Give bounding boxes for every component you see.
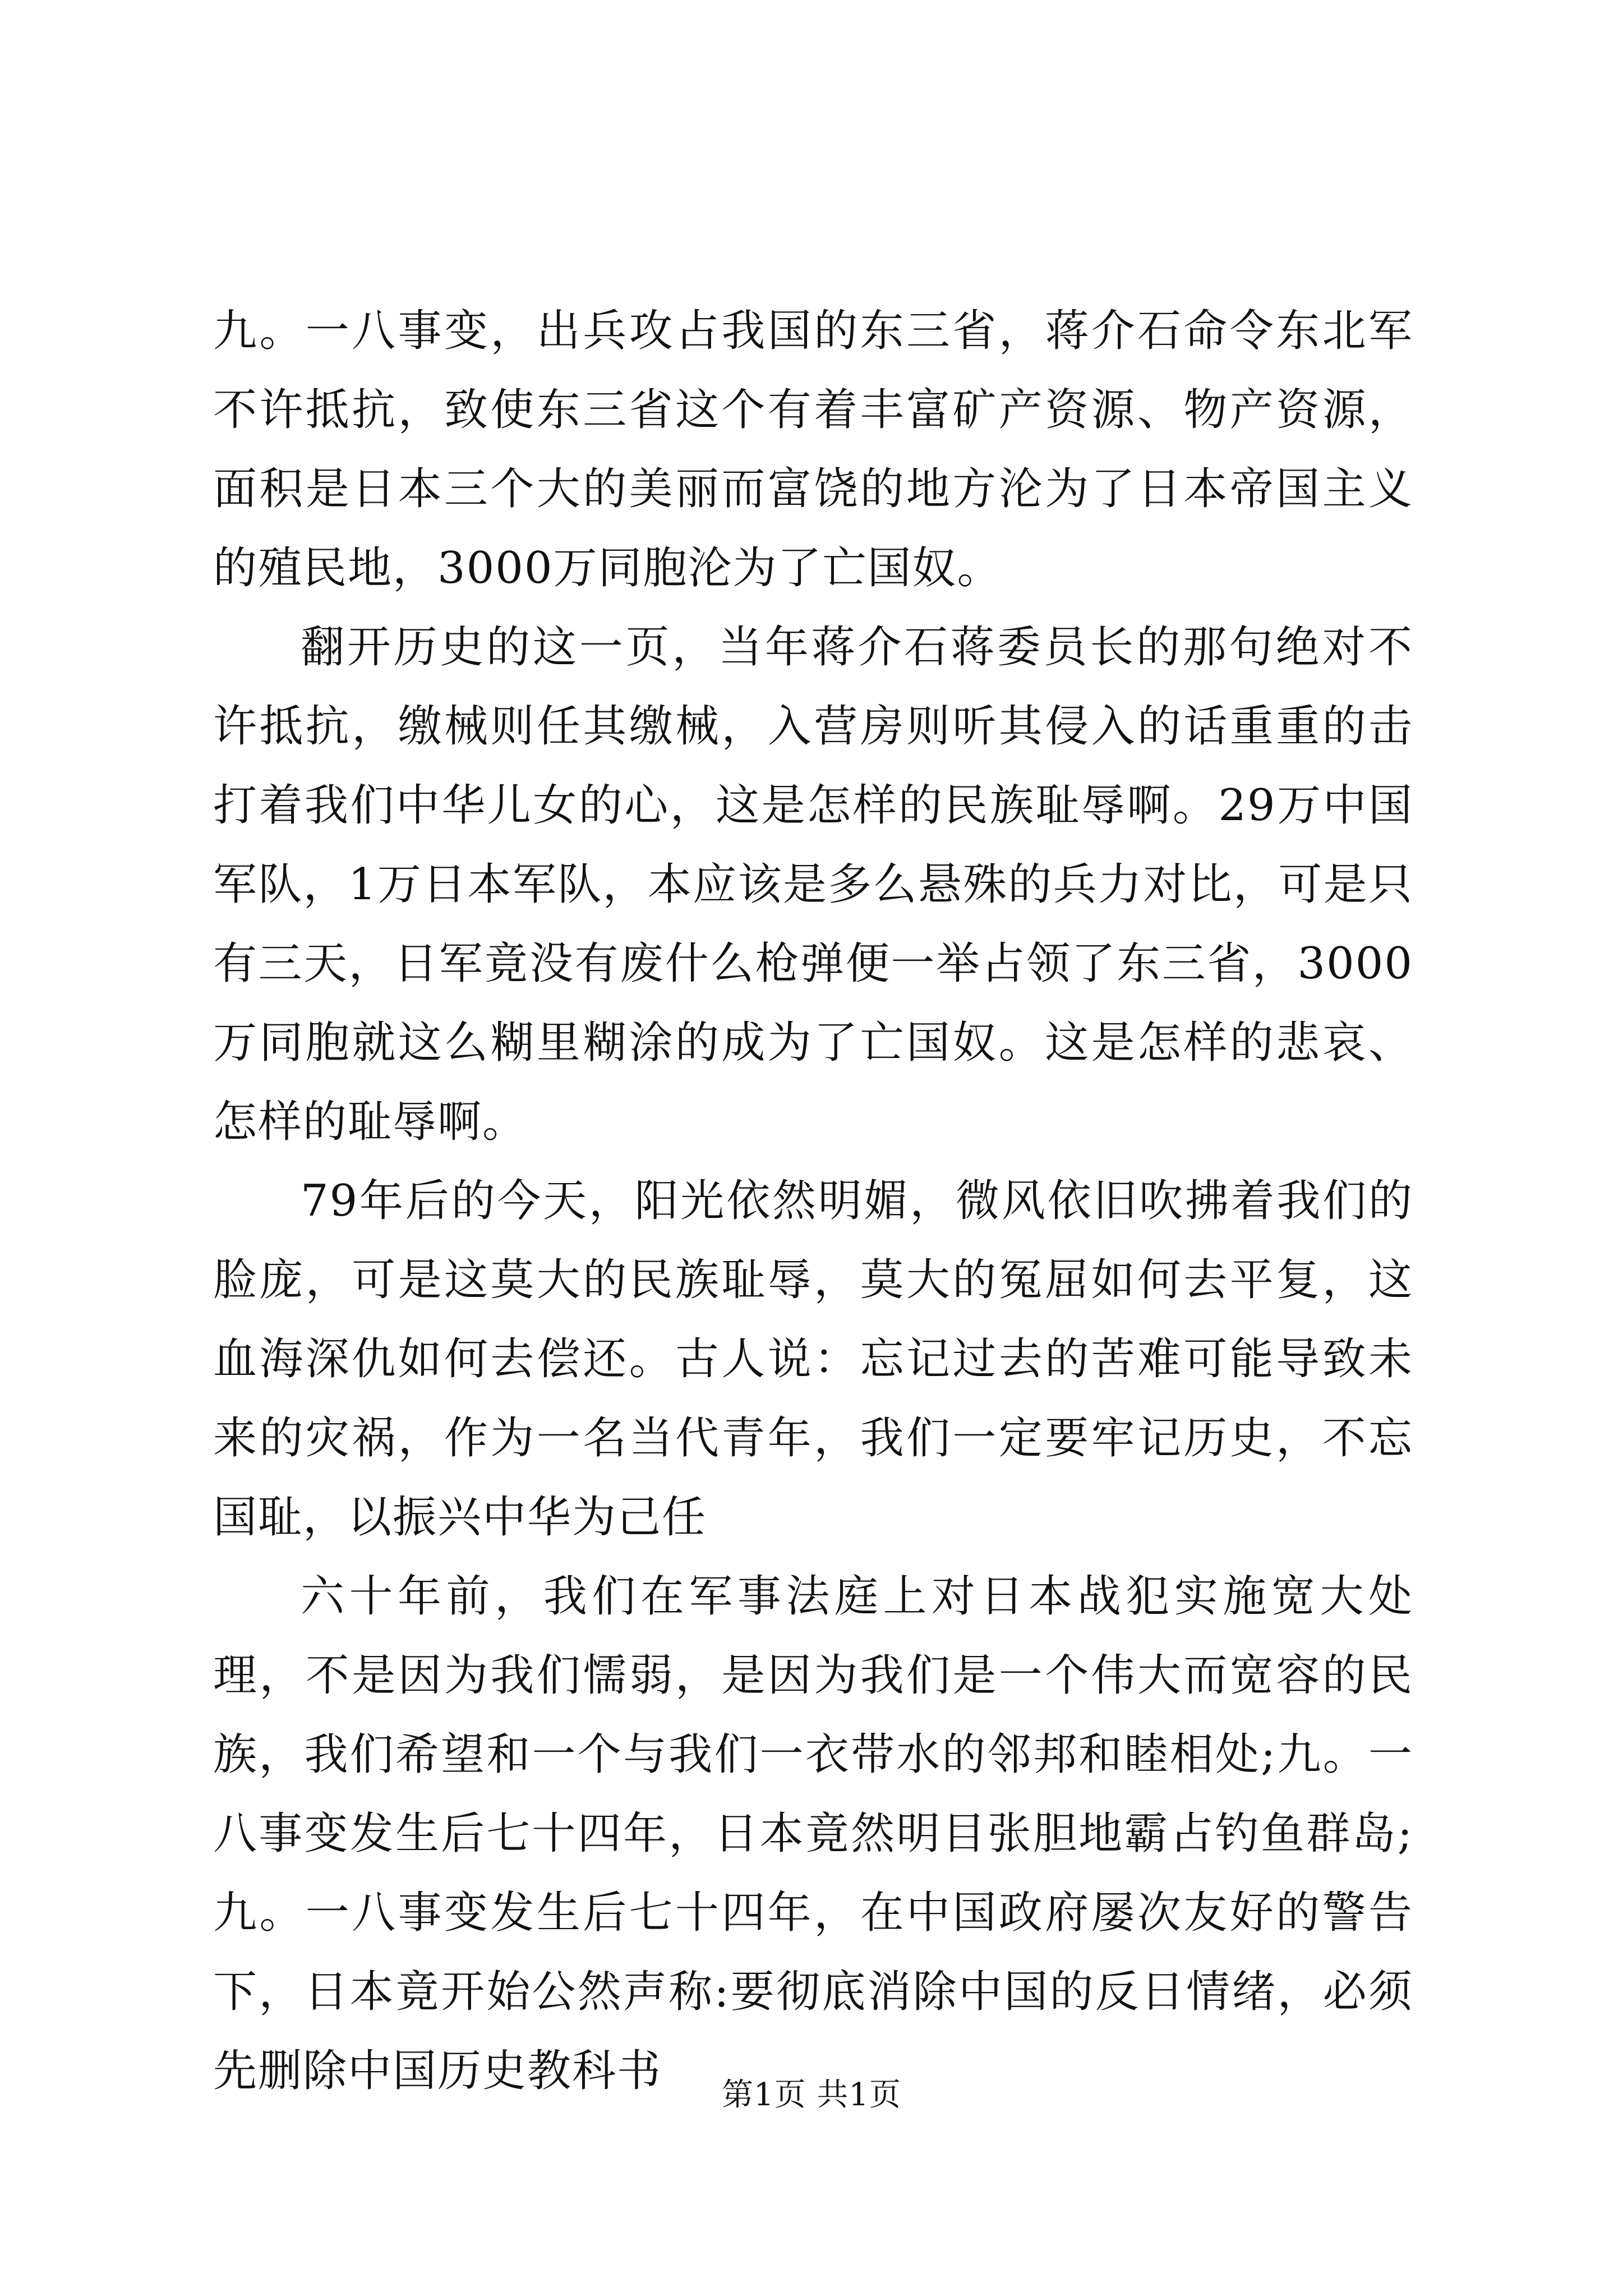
paragraph-4: 六十年前，我们在军事法庭上对日本战犯实施宽大处理，不是因为我们懦弱，是因为我们是一个伟大而宽容的民族，我们希望和一个与我们一衣带水的邻邦和睦相处;九。一八事变发生后七十四年，日本竟然明目张胆地霸占钓鱼群岛;九。一八事变发生后七十四年，在中国政府屡次友好的警告下，日本竟开始公然声称:要彻底消除中国的反日情绪，必须先删除中国历史教科书 [213, 1571, 1413, 2096]
paragraph-2: 翻开历史的这一页，当年蒋介石蒋委员长的那句绝对不许抵抗，缴械则任其缴械，入营房则听其侵入的话重重的击打着我们中华儿女的心，这是怎样的民族耻辱啊。29万中国军队，1万日本军队，本应该是多么悬殊的兵力对比，可是只有三天，日军竟没有废什么枪弹便一举占领了东三省，3000万同胞就这么糊里糊涂的成为了亡国奴。这是怎样的悲哀、怎样的耻辱啊。 [213, 622, 1413, 1147]
page-number-footer: 第1页 共1页 [721, 2077, 902, 2113]
paragraph-3: 79年后的今天，阳光依然明媚，微风依旧吹拂着我们的脸庞，可是这莫大的民族耻辱，莫大的冤屈如何去平复，这血海深仇如何去偿还。古人说：忘记过去的苦难可能导致未来的灾祸，作为一名当代青年，我们一定要牢记历史，不忘国耻，以振兴中华为己任 [213, 1176, 1413, 1543]
paragraph-1: 九。一八事变，出兵攻占我国的东三省，蒋介石命令东北军不许抵抗，致使东三省这个有着丰富矿产资源、物产资源，面积是日本三个大的美丽而富饶的地方沦为了日本帝国主义的殖民地，3000万同胞沦为了亡国奴。 [213, 306, 1413, 593]
document-body [213, 292, 1413, 2111]
